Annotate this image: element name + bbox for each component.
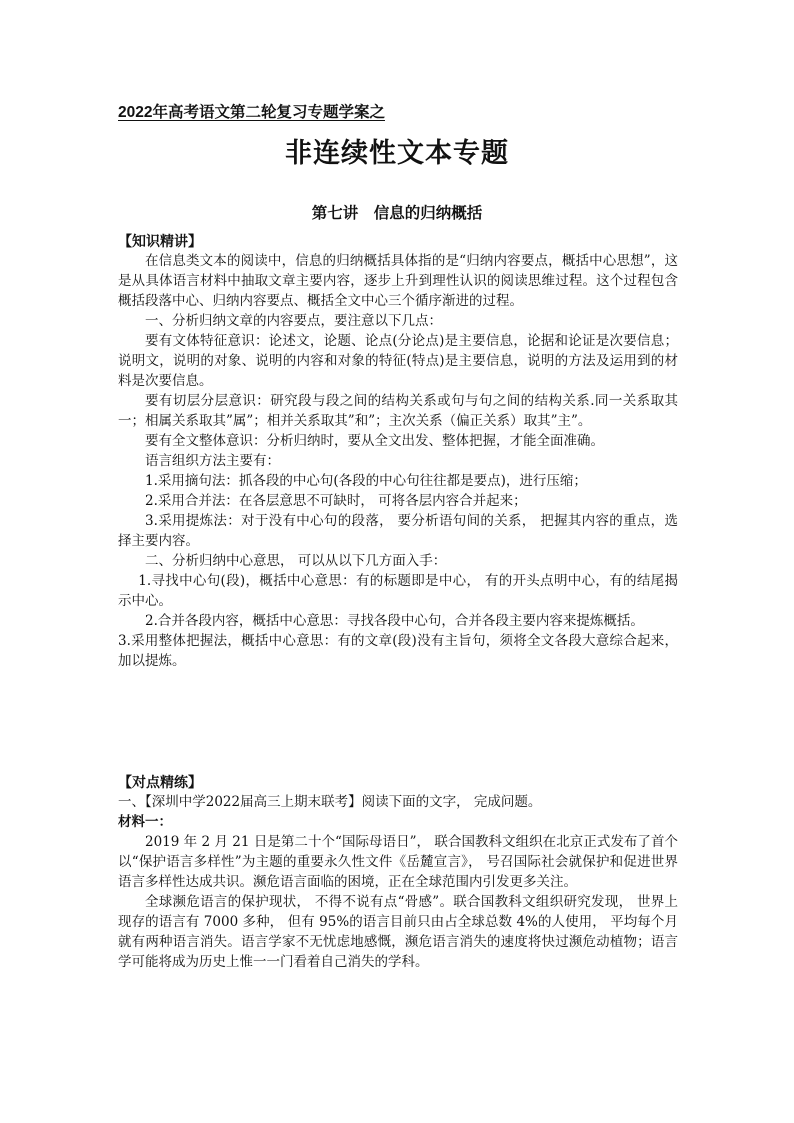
material-paragraph-2: 全球濒危语言的保护现状， 不得不说有点“骨感”。联合国教科文组织研究发现， 世界上现存的语言有 7000 多种， 但有 95%的语言目前只由占全球总数 4%的人使用， 平均每个月就有两种语言消失。语言学家不无忧虑地感慨，濒危语言消失的速度将快过濒危动植物；语言学可能将成为历史上惟一一门看着自己消失的学科。 xyxy=(118,894,678,970)
layer-awareness-paragraph: 要有切层分层意识：研究段与段之间的结构关系或句与句之间的结构关系.同一关系取其一；相属关系取其”属”；相并关系取其”和”；主次关系（偏正关系）取其”主”。 xyxy=(118,393,678,429)
point-two-heading: 二、分析归纳中心意思， 可以从以下几方面入手： xyxy=(145,553,447,569)
material-label: 材料一： xyxy=(118,814,172,830)
method-merge: 2.采用合并法：在各层意思不可缺时， 可将各层内容合并起来； xyxy=(145,493,527,509)
material-paragraph-1: 2019 年 2 月 21 日是第二十个“国际母语日”， 联合国教科文组织在北京正式发布了首个以“保护语言多样性”为主题的重要永久性文件《岳麓宣言》， 号召国际社会就保护和促进世界语言多样性达成共识。濒危语言面临的困境，正在全球范围内引发更多关注。 xyxy=(118,834,678,890)
lecture-title: 第七讲 信息的归纳概括 xyxy=(311,204,483,222)
merge-paragraphs-method: 2.合并各段内容，概括中心意思：寻找各段中心句，合并各段主要内容来提炼概括。 xyxy=(145,613,644,629)
question-intro: 一、【深圳中学2022届高三上期末联考】阅读下面的文字， 完成问题。 xyxy=(118,794,542,810)
genre-awareness-paragraph: 要有文体特征意识：论述文，论题、论点(分论点)是主要信息，论据和论证是次要信息；说明文，说明的对象、说明的内容和对象的特征(特点)是主要信息，说明的方法及运用到的材料是次要信息。 xyxy=(118,333,678,389)
central-sentence-method: 1.寻找中心句(段)，概括中心意思：有的标题即是中心， 有的开头点明中心，有的结尾揭示中心。 xyxy=(118,573,678,609)
method-excerpt: 1.采用摘句法：抓各段的中心句(各段的中心句往往都是要点)，进行压缩； xyxy=(145,473,587,489)
knowledge-section xyxy=(118,251,678,671)
main-title: 非连续性文本专题 xyxy=(285,138,509,169)
whole-text-awareness-paragraph: 要有全文整体意识：分析归纳时，要从全文出发、整体把握，才能全面准确。 xyxy=(145,433,604,449)
method-refine: 3.采用提炼法：对于没有中心句的段落， 要分析语句间的关系， 把握其内容的重点，选择主要内容。 xyxy=(118,513,678,549)
knowledge-heading: 【知识精讲】 xyxy=(118,234,202,250)
holistic-method: 3.采用整体把握法，概括中心意思：有的文章(段)没有主旨句，须将全文各段大意综合起来，加以提炼。 xyxy=(118,633,678,669)
point-one-heading: 一、分析归纳文章的内容要点，要注意以下几点： xyxy=(145,313,442,329)
series-title: 2022年高考语文第二轮复习专题学案之 xyxy=(118,104,385,121)
language-methods-intro: 语言组织方法主要有： xyxy=(145,453,280,469)
knowledge-intro-paragraph: 在信息类文本的阅读中，信息的归纳概括具体指的是“归纳内容要点，概括中心思想”，这是从具体语言材料中抽取文章主要内容，逐步上升到理性认识的阅读思维过程。这个过程包含概括段落中心、归纳内容要点、概括全文中心三个循序渐进的过程。 xyxy=(118,253,678,309)
practice-heading: 【对点精练】 xyxy=(118,775,202,791)
practice-section xyxy=(118,792,678,972)
